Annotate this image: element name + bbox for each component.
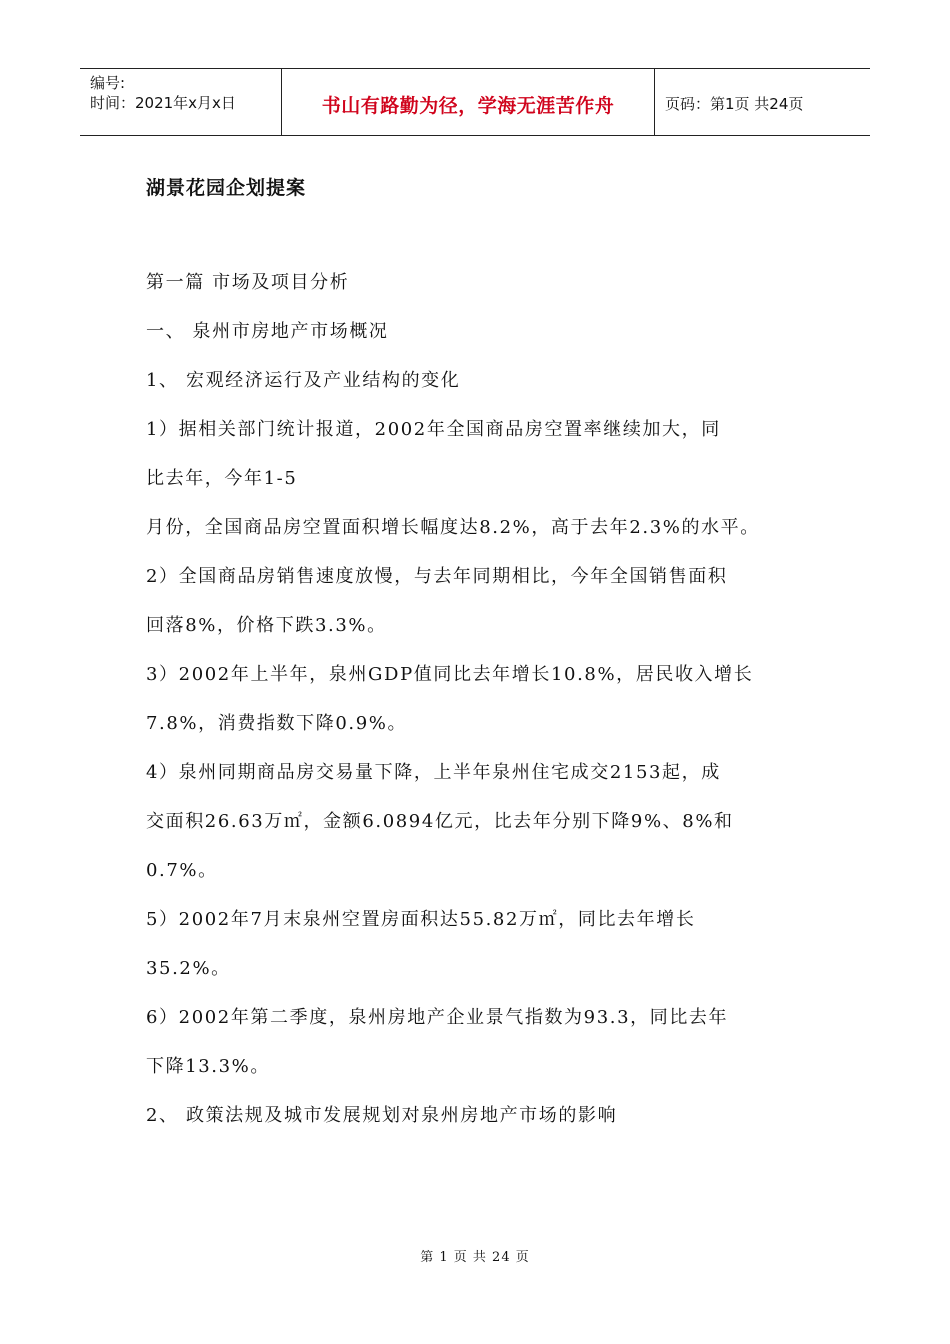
document-title: 湖景花园企划提案 (146, 177, 307, 199)
body-line: 0.7%。 (146, 860, 218, 881)
body-line: 交面积26.63万㎡，金额6.0894亿元，比去年分别下降9%、8%和 (146, 811, 734, 832)
body-line: 回落8%，价格下跌3.3%。 (146, 615, 387, 636)
body-line: 下降13.3%。 (146, 1056, 270, 1077)
body-line: 第一篇 市场及项目分析 (146, 272, 350, 293)
body-line: 5）2002年7月末泉州空置房面积达55.82万㎡，同比去年增长 (146, 909, 696, 930)
time-label: 时间：2021年x月x日 (90, 94, 236, 112)
page-footer: 第 1 页 共 24 页 (420, 1250, 530, 1265)
body-line: 2、 政策法规及城市发展规划对泉州房地产市场的影响 (146, 1105, 618, 1126)
body-line: 比去年，今年1-5 (146, 468, 298, 489)
body-line: 一、 泉州市房地产市场概况 (146, 321, 389, 342)
body-line: 1、 宏观经济运行及产业结构的变化 (146, 370, 461, 391)
header-meta-cell (80, 69, 282, 135)
page-label: 页码：第1页 共24页 (665, 94, 804, 113)
body-line: 35.2%。 (146, 958, 231, 979)
motto-text: 书山有路勤为径，学海无涯苦作舟 (321, 94, 615, 117)
body-line: 6）2002年第二季度，泉州房地产企业景气指数为93.3，同比去年 (146, 1007, 729, 1028)
header-table (80, 68, 870, 136)
body-line: 2）全国商品房销售速度放慢，与去年同期相比，今年全国销售面积 (146, 566, 728, 587)
header-motto-cell (282, 69, 655, 135)
body-line: 月份，全国商品房空置面积增长幅度达8.2%，高于去年2.3%的水平。 (146, 517, 760, 538)
number-label: 编号: (90, 74, 126, 92)
document-body (146, 268, 836, 1150)
body-line: 1）据相关部门统计报道，2002年全国商品房空置率继续加大，同 (146, 419, 721, 440)
header-page-cell (655, 69, 870, 135)
body-line: 7.8%，消费指数下降0.9%。 (146, 713, 408, 734)
body-line: 3）2002年上半年，泉州GDP值同比去年增长10.8%，居民收入增长 (146, 664, 754, 685)
body-line: 4）泉州同期商品房交易量下降，上半年泉州住宅成交2153起，成 (146, 762, 721, 783)
